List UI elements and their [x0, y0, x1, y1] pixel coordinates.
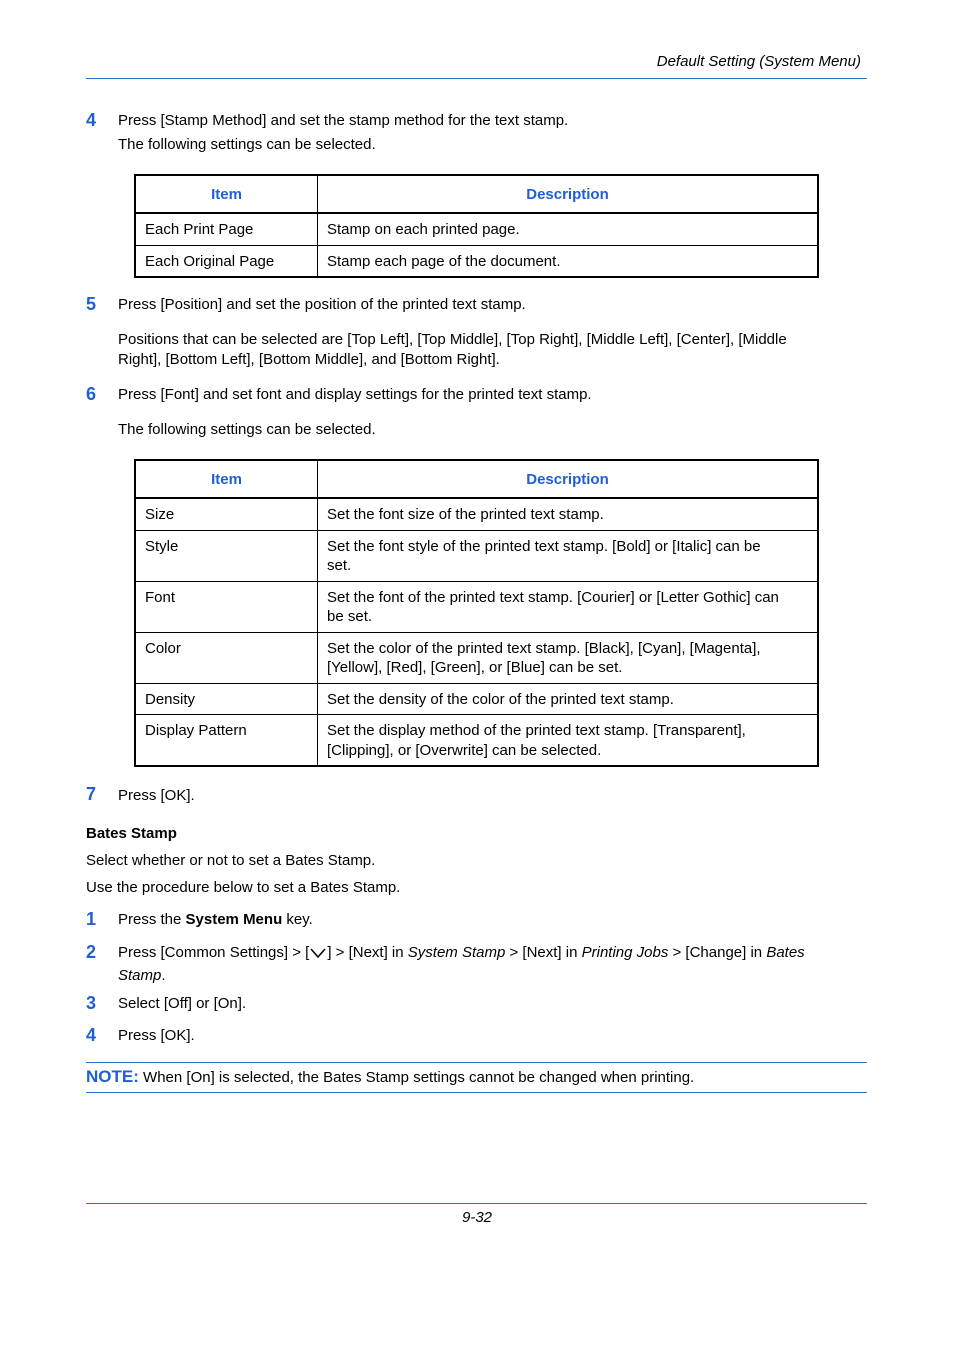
menu-name: Printing Jobs: [581, 944, 669, 961]
text-line: Set the density of the color of the printed text stamp.: [327, 690, 674, 708]
text-line: Right], [Bottom Left], [Bottom Middle], and [Bottom Right].: [118, 350, 500, 368]
section-text: Use the procedure below to set a Bates Stamp.: [86, 879, 401, 896]
footer-rule: [86, 1203, 867, 1204]
text-line: set.: [327, 557, 352, 574]
step-number: 4: [86, 110, 97, 130]
text-line: Set the font size of the printed text stamp.: [327, 506, 604, 523]
table-row: [135, 683, 818, 715]
table-row: [135, 245, 818, 277]
step-text: [118, 943, 858, 985]
item-cell: Each Original Page: [135, 245, 318, 277]
font-settings-table: [134, 459, 819, 767]
text-run: ] > [Next] in: [327, 944, 408, 961]
text-run: Press [Common Settings] > [: [118, 944, 310, 961]
column-header-description: Description: [318, 175, 819, 213]
description-cell: [318, 581, 819, 632]
text-run: Press the: [118, 911, 186, 928]
column-header-description: Description: [318, 460, 819, 498]
column-header-item: Item: [135, 460, 318, 498]
running-header: Default Setting (System Menu): [656, 53, 861, 70]
description-cell: [318, 683, 819, 715]
header-rule: [86, 78, 867, 79]
step-text: [118, 910, 313, 930]
description-cell: [318, 530, 819, 581]
text-run: .: [161, 966, 166, 984]
step-text: Press [OK].: [118, 1027, 195, 1044]
text-run: > [Next] in: [505, 944, 582, 961]
item-cell: Density: [135, 683, 318, 715]
step-subtext: The following settings can be selected.: [118, 421, 376, 438]
item-cell: Color: [135, 632, 318, 683]
step-number: 1: [86, 909, 97, 929]
menu-name: System Stamp: [407, 944, 506, 961]
step-number: 5: [86, 294, 97, 314]
step-text: Select [Off] or [On].: [118, 995, 247, 1012]
item-cell: Font: [135, 581, 318, 632]
table-row: [135, 632, 818, 683]
description-cell: [318, 715, 819, 767]
section-text: Select whether or not to set a Bates Stamp.: [86, 852, 376, 869]
text-line: be set.: [327, 608, 373, 625]
description-cell: [318, 498, 819, 530]
item-cell: Style: [135, 530, 318, 581]
step-text: Press [OK].: [118, 787, 195, 804]
step-subtext: The following settings can be selected.: [118, 136, 376, 153]
menu-name: Bates: [766, 944, 805, 961]
text-line: Set the color of the printed text stamp. [Black], [Cyan], [Magenta],: [327, 639, 761, 657]
page-number: 9-32: [461, 1209, 493, 1226]
step-number: 4: [86, 1025, 97, 1045]
menu-name: Stamp: [118, 966, 162, 984]
step-text: Press [Stamp Method] and set the stamp method for the text stamp.: [118, 112, 569, 129]
note-label: NOTE:: [86, 1067, 139, 1086]
text-run: key.: [282, 911, 313, 928]
column-header-item: Item: [135, 175, 318, 213]
text-line: Positions that can be selected are [Top Left], [Top Middle], [Top Right], [Middle Left], [Center], [Middle: [118, 331, 787, 348]
text-line: [Clipping], or [Overwrite] can be selected.: [327, 741, 602, 759]
description-cell: [318, 632, 819, 683]
key-name: System Menu: [185, 911, 283, 928]
table-row: [135, 715, 818, 767]
step-number: 2: [86, 942, 97, 962]
step-text: Press [Position] and set the position of the printed text stamp.: [118, 296, 526, 313]
step-number: 3: [86, 993, 97, 1013]
text-line: [118, 966, 858, 986]
table-row: [135, 498, 818, 530]
text-line: Set the font style of the printed text stamp. [Bold] or [Italic] can be: [327, 537, 761, 555]
note-bottom-rule: [86, 1092, 867, 1093]
table-row: [135, 530, 818, 581]
note-top-rule: [86, 1062, 867, 1063]
step-subtext: [118, 330, 787, 369]
item-cell: Display Pattern: [135, 715, 318, 767]
chevron-down-icon: [309, 946, 327, 966]
section-heading: Bates Stamp: [86, 825, 177, 842]
item-cell: Each Print Page: [135, 213, 318, 245]
item-cell: Size: [135, 498, 318, 530]
step-number: 6: [86, 384, 97, 404]
table-row: [135, 213, 818, 245]
text-line: [Yellow], [Red], [Green], or [Blue] can be set.: [327, 659, 623, 676]
note: [86, 1067, 694, 1088]
step-number: 7: [86, 784, 97, 804]
text-line: Set the display method of the printed text stamp. [Transparent],: [327, 722, 746, 739]
step-text: Press [Font] and set font and display settings for the printed text stamp.: [118, 386, 592, 403]
description-cell: Stamp each page of the document.: [318, 245, 819, 277]
table-row: [135, 581, 818, 632]
text-run: > [Change] in: [668, 944, 767, 961]
text-line: [118, 943, 858, 966]
description-cell: Stamp on each printed page.: [318, 213, 819, 245]
note-text: When [On] is selected, the Bates Stamp settings cannot be changed when printing.: [138, 1069, 695, 1086]
stamp-method-table: [134, 174, 819, 278]
text-line: Set the font of the printed text stamp. [Courier] or [Letter Gothic] can: [327, 588, 779, 606]
